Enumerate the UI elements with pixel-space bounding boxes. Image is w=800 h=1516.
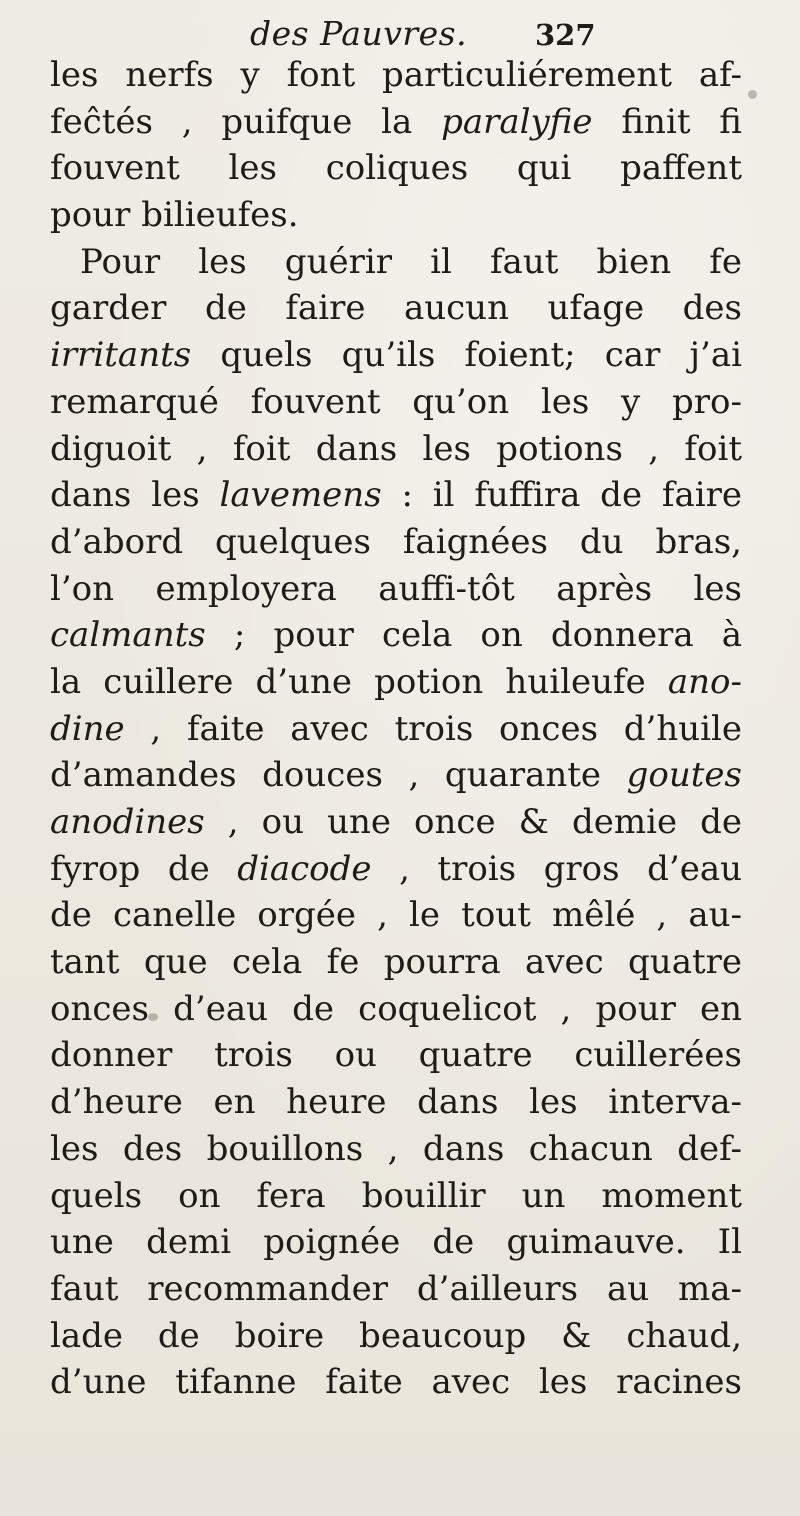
- text-segment: fouvent les coliques qui paffent: [50, 148, 742, 189]
- text-line: [50, 1313, 742, 1360]
- text-segment: pour bilieufes.: [50, 195, 299, 236]
- text-line: [50, 986, 742, 1033]
- text-segment: , faite avec trois onces d’huile: [124, 708, 742, 749]
- italic-term: anodines: [50, 802, 205, 842]
- text-segment: lade de boire beaucoup & chaud,: [50, 1315, 742, 1356]
- text-segment: fyrop de: [50, 848, 238, 889]
- text-segment: faut recommander d’ailleurs au ma-: [50, 1268, 742, 1309]
- text-segment: ; pour cela on donnera à: [205, 615, 742, 656]
- text-segment: d’abord quelques faignées du bras,: [50, 521, 742, 562]
- text-line: [50, 846, 742, 893]
- text-segment: , trois gros d’eau: [371, 848, 742, 889]
- italic-term: diacode: [237, 848, 372, 889]
- text-segment: donner trois ou quatre cuillerées: [50, 1035, 742, 1076]
- text-line: [50, 1079, 742, 1126]
- text-segment: d’heure en heure dans les interva-: [50, 1082, 742, 1123]
- text-line: [50, 192, 742, 239]
- text-segment: finit fi: [592, 101, 742, 142]
- text-segment: : il fuffira de faire: [381, 475, 742, 516]
- italic-term: goutes: [626, 755, 742, 796]
- text-line: [50, 145, 742, 192]
- ink-blot: [748, 90, 757, 99]
- italic-term: calmants: [50, 615, 206, 656]
- text-line: [50, 799, 742, 846]
- text-segment: les nerfs y font particuliérement af-: [50, 55, 742, 95]
- text-line: [50, 612, 742, 659]
- page-number: 327: [535, 18, 596, 52]
- text-line: [50, 1219, 742, 1266]
- running-title: des Pauvres.: [250, 14, 468, 53]
- ink-blot: [148, 1013, 158, 1021]
- text-line: [50, 379, 742, 426]
- text-line: [50, 752, 742, 799]
- italic-term: irritants: [50, 335, 192, 376]
- text-segment: de canelle orgée , le tout mêlé , au-: [50, 895, 742, 936]
- text-line: [50, 332, 742, 379]
- text-line: [50, 239, 742, 286]
- text-segment: d’une tifanne faite avec les racines: [50, 1362, 742, 1403]
- text-segment: quels qu’ils foient; car j’ai: [191, 335, 742, 376]
- text-line: [50, 706, 742, 753]
- text-segment: la cuillere d’une potion huileufe: [50, 661, 668, 702]
- text-line: [50, 659, 742, 706]
- text-line: [50, 426, 742, 473]
- body-text: [50, 52, 742, 1406]
- text-segment: feĉtés , puifque la: [50, 101, 442, 142]
- text-segment: , ou une once & demie de: [204, 802, 742, 842]
- text-segment: quels on fera bouillir un moment: [50, 1175, 742, 1216]
- text-line: [50, 1266, 742, 1313]
- text-line: [50, 1126, 742, 1173]
- text-line: [50, 1173, 742, 1220]
- text-line: [50, 519, 742, 566]
- italic-term: ano-: [667, 661, 742, 702]
- italic-term: lavemens: [219, 475, 382, 516]
- italic-term: paralyfie: [441, 101, 593, 142]
- text-line: [50, 566, 742, 613]
- text-segment: dans les: [50, 475, 220, 516]
- page-header: [0, 14, 800, 54]
- text-line: [50, 99, 742, 146]
- text-segment: Pour les guérir il faut bien fe: [80, 241, 742, 282]
- italic-term: dine: [50, 708, 125, 749]
- text-line: [50, 1032, 742, 1079]
- text-line: [50, 472, 742, 519]
- text-line: [50, 892, 742, 939]
- text-segment: remarqué fouvent qu’on les y pro-: [50, 381, 742, 422]
- text-segment: l’on employera auffi-tôt après les: [50, 568, 742, 609]
- text-segment: diguoit , foit dans les potions , foit: [50, 428, 742, 469]
- text-segment: d’amandes douces , quarante: [50, 755, 627, 796]
- text-segment: les des bouillons , dans chacun def-: [50, 1128, 742, 1169]
- text-segment: tant que cela fe pourra avec quatre: [50, 942, 742, 983]
- text-line: [50, 52, 742, 99]
- text-line: [50, 939, 742, 986]
- text-segment: une demi poignée de guimauve. Il: [50, 1222, 742, 1263]
- text-segment: garder de faire aucun ufage des: [50, 288, 742, 329]
- text-segment: onces d’eau de coquelicot , pour en: [50, 988, 742, 1029]
- text-line: [50, 1359, 742, 1406]
- text-line: [50, 285, 742, 332]
